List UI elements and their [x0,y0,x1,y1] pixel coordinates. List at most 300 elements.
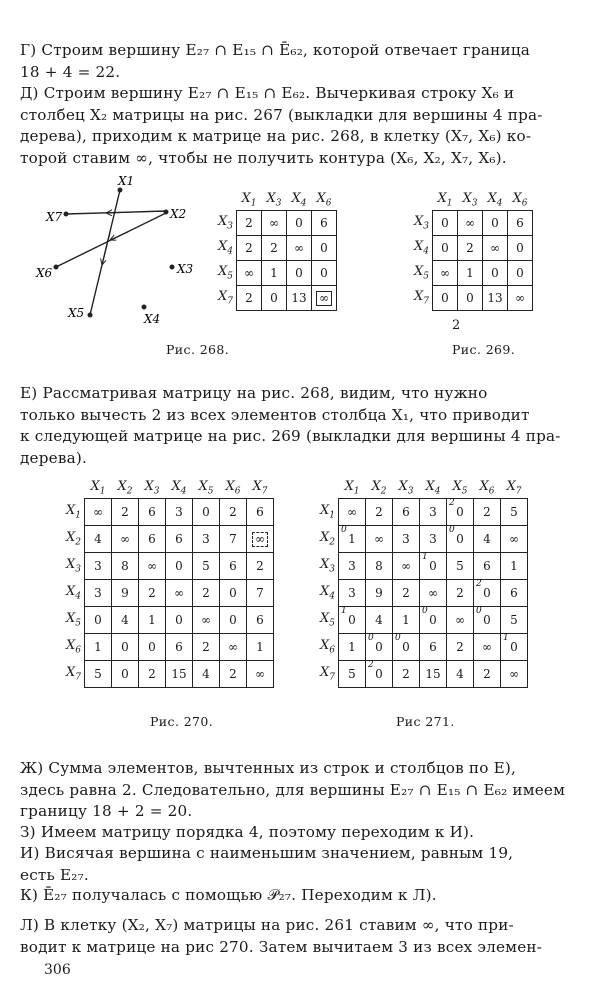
matrix-col-header: $X_1$ [90,479,106,497]
matrix-cell [474,553,501,580]
matrix-cell [339,526,366,553]
matrix-cell-value: 3 [429,505,437,519]
matrix-cell-value: ∞ [440,266,450,280]
matrix-cell-value: 2 [483,505,491,519]
matrix-row-header: $X_4$ [218,239,233,257]
zero-penalty-mark: 0 [395,633,401,643]
paragraph-d [20,83,592,169]
matrix-cell-value: 2 [202,586,210,600]
matrix-cell [474,634,501,661]
caption-271: Рис 271. [396,714,455,729]
matrix-cell-value: 0 [516,266,524,280]
matrix-row-header: $X_3$ [66,557,81,575]
edge-arrow [102,233,110,265]
matrix-cell-value: 0 [270,291,278,305]
zero-penalty-mark: 1 [503,633,509,643]
matrix-cell [85,580,112,607]
matrix-cell-value: 0 [295,216,303,230]
matrix-cell-value: 2 [148,667,156,681]
graph-node-x7 [64,212,69,217]
matrix-cell [220,553,247,580]
matrix-col-header: $X_3$ [144,479,160,497]
matrix-cell [501,553,528,580]
matrix-cell-value: ∞ [374,532,384,546]
matrix-cell [420,499,447,526]
matrix-cell [193,580,220,607]
matrix-cell [420,526,447,553]
matrix-cell [237,211,262,236]
matrix-cell-value: 3 [348,559,356,573]
matrix-cell [262,286,287,311]
text-line: к следующей матрице на рис. 269 (выкладки для вершины 4 пра- [20,427,561,445]
matrix-cell [393,526,420,553]
matrix-cell [447,661,474,688]
matrix-cell-value: 4 [121,613,129,627]
matrix-cell-value: 6 [429,640,437,654]
matrix-cell-value: 8 [375,559,383,573]
matrix-271 [320,478,528,688]
matrix-col-header: $X_2$ [117,479,133,497]
matrix-cell-value: 6 [483,559,491,573]
subtracted-value: 2 [452,318,461,333]
matrix-cell [393,607,420,634]
matrix-cell [220,499,247,526]
matrix-row-header: $X_4$ [414,239,429,257]
matrix-cell-value: ∞ [120,532,130,546]
zero-penalty-mark: 0 [476,606,482,616]
matrix-cell-value: 0 [121,667,129,681]
matrix-cell-value: 5 [348,667,356,681]
matrix-cell-value: ∞ [482,640,492,654]
matrix-col-header: $X_5$ [198,479,214,497]
matrix-cell [433,261,458,286]
matrix-cell-value: 1 [256,640,264,654]
matrix-cell [85,553,112,580]
matrix-cell [112,634,139,661]
matrix-row-header: $X_5$ [66,611,81,629]
matrix-cell [220,607,247,634]
graph-figure-268 [20,175,210,335]
matrix-cell [366,607,393,634]
graph-node-label: X2 [170,207,187,221]
matrix-cell-value: 2 [483,667,491,681]
matrix-269 [414,190,533,311]
graph-node-label: X4 [144,312,161,326]
matrix-cell [85,634,112,661]
matrix-cell-value: ∞ [509,667,519,681]
matrix-cell [262,236,287,261]
matrix-cell [393,553,420,580]
matrix-cell [420,553,447,580]
matrix-cell [139,526,166,553]
matrix-cell [193,499,220,526]
matrix-cell-value: 6 [256,613,264,627]
matrix-cell [247,580,274,607]
matrix-cell-value: 2 [256,559,264,573]
matrix-cell [247,607,274,634]
matrix-row-header: $X_4$ [66,584,81,602]
matrix-row-header: $X_4$ [320,584,335,602]
matrix-cell-value: 0 [348,613,356,627]
matrix-row-header: $X_6$ [320,638,335,656]
paragraph-k [20,885,592,907]
matrix-cell [112,580,139,607]
matrix-cell-value: 0 [295,266,303,280]
matrix-cell [339,499,366,526]
graph-node-label: X5 [68,306,85,320]
matrix-cell-value: 0 [456,505,464,519]
matrix-cell [508,236,533,261]
matrix-cell [166,634,193,661]
matrix-cell [474,661,501,688]
matrix-cell-value: 6 [229,559,237,573]
matrix-cell-value: 0 [375,667,383,681]
graph-node-label: X3 [177,262,194,276]
matrix-col-header: $X_6$ [316,191,332,209]
matrix-cell [474,499,501,526]
matrix-cell [447,580,474,607]
matrix-cell [139,607,166,634]
matrix-cell [393,499,420,526]
matrix-cell-value: ∞ [428,586,438,600]
matrix-cell-value: 1 [270,266,278,280]
matrix-268 [218,190,337,311]
matrix-cell [447,634,474,661]
matrix-cell-value: ∞ [244,266,254,280]
matrix-cell [112,607,139,634]
matrix-cell-value: ∞ [316,291,332,306]
matrix-cell [85,526,112,553]
matrix-cell-value: 2 [245,216,253,230]
matrix-cell-value: 2 [456,640,464,654]
matrix-cell [483,211,508,236]
graph-node-label: X7 [46,210,63,224]
matrix-cell-value: 1 [348,532,356,546]
matrix-cell-value: 6 [510,586,518,600]
matrix-cell-value: ∞ [93,505,103,519]
matrix-cell [474,580,501,607]
matrix-cell-value: 8 [121,559,129,573]
matrix-corner [414,190,433,211]
matrix-cell [483,236,508,261]
matrix-cell [474,526,501,553]
matrix-cell-value: ∞ [465,216,475,230]
matrix-cell-value: 0 [175,613,183,627]
matrix-cell-value: 2 [245,291,253,305]
text-line: только вычесть 2 из всех элементов столбца X₁, что приводит [20,405,530,424]
caption-270: Рис. 270. [150,714,214,729]
matrix-cell-value: 0 [375,640,383,654]
matrix-col-header: $X_7$ [506,479,522,497]
zero-penalty-mark: 0 [422,606,428,616]
matrix-cell [85,607,112,634]
matrix-cell-value: 6 [148,532,156,546]
page-number: 306 [44,962,71,978]
matrix-cell-value: ∞ [269,216,279,230]
matrix-cell [458,286,483,311]
matrix-cell-value: 13 [487,291,503,305]
matrix-cell [247,661,274,688]
matrix-cell [420,661,447,688]
matrix-cell [447,553,474,580]
matrix-cell-value: 0 [491,216,499,230]
matrix-col-header: $X_1$ [437,191,453,209]
matrix-cell-value: 0 [229,613,237,627]
matrix-cell [420,634,447,661]
matrix-cell [474,607,501,634]
matrix-cell-value: 2 [402,667,410,681]
matrix-cell-value: 3 [202,532,210,546]
matrix-cell [193,553,220,580]
text-line: границу 18 + 2 = 20. [20,802,193,820]
matrix-cell [193,526,220,553]
matrix-cell [366,580,393,607]
matrix-cell [339,634,366,661]
text-line: Д) Строим вершину E₂₇ ∩ E₁₅ ∩ E₆₂. Вычеркивая строку X₆ и [20,84,515,102]
matrix-cell-value: 0 [320,241,328,255]
matrix-cell-value: 5 [94,667,102,681]
matrix-cell [112,526,139,553]
matrix-cell-value: 0 [483,613,491,627]
graph-node-label: X6 [36,266,53,280]
matrix-cell-value: ∞ [174,586,184,600]
matrix-cell-value: ∞ [347,505,357,519]
zero-penalty-mark: 0 [341,525,347,535]
matrix-cell [393,634,420,661]
matrix-cell [420,607,447,634]
paragraph-e [20,383,592,469]
matrix-cell-value: 2 [229,505,237,519]
zero-penalty-mark: 0 [368,633,374,643]
matrix-cell-value: ∞ [294,241,304,255]
matrix-cell-value: 0 [441,241,449,255]
matrix-cell-value: 6 [175,532,183,546]
zero-penalty-mark: 2 [476,579,482,589]
matrix-cell-value: 1 [348,640,356,654]
matrix-cell [247,526,274,553]
zero-penalty-mark: 1 [341,606,347,616]
matrix-cell [112,499,139,526]
matrix-cell [287,236,312,261]
matrix-cell [139,634,166,661]
graph-node-x2 [164,210,169,215]
matrix-cell [366,526,393,553]
matrix-col-header: $X_3$ [398,479,414,497]
text-line: Г) Строим вершину E₂₇ ∩ E₁₅ ∩ Ē₆₂, которой отвечает граница [20,41,531,59]
matrix-cell [312,286,337,311]
matrix-cell-value: 0 [429,613,437,627]
matrix-col-header: $X_4$ [291,191,307,209]
matrix-cell [220,661,247,688]
matrix-row-header: $X_1$ [320,503,335,521]
matrix-cell [447,607,474,634]
matrix-cell [220,526,247,553]
matrix-cell-value: 2 [375,505,383,519]
matrix-cell [366,553,393,580]
matrix-cell [193,607,220,634]
matrix-cell-value: 9 [375,586,383,600]
matrix-cell-value: ∞ [509,532,519,546]
matrix-cell-value: ∞ [490,241,500,255]
matrix-cell-value: ∞ [228,640,238,654]
matrix-cell [458,211,483,236]
matrix-cell [501,580,528,607]
matrix-cell [287,211,312,236]
matrix-cell-value: 4 [202,667,210,681]
matrix-cell [312,211,337,236]
matrix-cell [166,499,193,526]
matrix-cell-value: 3 [402,532,410,546]
matrix-cell [393,580,420,607]
matrix-col-header: $X_7$ [252,479,268,497]
zero-penalty-mark: 2 [368,660,374,670]
matrix-cell-value: 0 [466,291,474,305]
matrix-cell-value: 1 [510,559,518,573]
text-line: столбец X₂ матрицы на рис. 267 (выкладки для вершины 4 пра- [20,105,543,124]
text-line: Ж) Сумма элементов, вычтенных из строк и столбцов по Е), [20,759,517,777]
matrix-col-header: $X_6$ [512,191,528,209]
text-line: Л) В клетку (X₂, X₇) матрицы на рис. 261 ставим ∞, что при- [20,916,514,934]
matrix-cell [262,261,287,286]
matrix-cell-value: 0 [175,559,183,573]
matrix-cell-value: 6 [175,640,183,654]
matrix-cell [508,286,533,311]
matrix-cell-value: 0 [456,532,464,546]
edge-arrow [110,232,128,240]
matrix-col-header: $X_4$ [171,479,187,497]
matrix-cell [166,553,193,580]
matrix-col-header: $X_2$ [371,479,387,497]
matrix-cell [433,286,458,311]
text-line: Е) Рассматривая матрицу на рис. 268, видим, что нужно [20,384,488,402]
matrix-cell-value: 0 [94,613,102,627]
matrix-cell [420,580,447,607]
matrix-cell-value: ∞ [147,559,157,573]
matrix-row-header: $X_7$ [66,665,81,683]
matrix-row-header: $X_2$ [320,530,335,548]
matrix-corner [218,190,237,211]
matrix-cell-value: 13 [291,291,307,305]
matrix-cell [220,634,247,661]
matrix-cell-value: 4 [375,613,383,627]
matrix-cell-value: 1 [148,613,156,627]
matrix-cell-value: 9 [121,586,129,600]
matrix-cell [447,499,474,526]
matrix-cell-value: 0 [202,505,210,519]
matrix-cell-value: 2 [245,241,253,255]
matrix-col-header: $X_3$ [266,191,282,209]
matrix-cell [501,661,528,688]
matrix-cell-value: 0 [491,266,499,280]
text-line: водит к матрице на рис 270. Затем вычитаем 3 из всех элемен- [20,937,543,956]
matrix-cell [458,261,483,286]
matrix-cell [501,499,528,526]
matrix-cell-value: 2 [229,667,237,681]
matrix-cell-value: 2 [202,640,210,654]
paragraph-l [20,915,592,958]
matrix-cell [501,526,528,553]
matrix-cell-value: 1 [402,613,410,627]
matrix-cell-value: 6 [516,216,524,230]
matrix-cell-value: 7 [256,586,264,600]
matrix-row-header: $X_5$ [320,611,335,629]
zero-penalty-mark: 1 [422,552,428,562]
matrix-cell [433,236,458,261]
text-line: есть E₂₇. [20,865,89,884]
matrix-cell [166,580,193,607]
matrix-cell [85,661,112,688]
matrix-cell [287,286,312,311]
matrix-cell-value: ∞ [455,613,465,627]
matrix-cell [247,499,274,526]
matrix-cell [366,499,393,526]
zero-penalty-mark: 2 [449,498,455,508]
paragraph-zh [20,758,592,823]
text-line: 18 + 4 = 22. [20,62,121,81]
matrix-row-header: $X_3$ [218,214,233,232]
matrix-cell-value: 6 [148,505,156,519]
matrix-row-header: $X_5$ [218,264,233,282]
matrix-cell-value: 0 [121,640,129,654]
matrix-cell [393,661,420,688]
matrix-cell [366,634,393,661]
matrix-cell [447,526,474,553]
matrix-cell-value: 0 [148,640,156,654]
matrix-cell [112,661,139,688]
matrix-cell-value: 7 [229,532,237,546]
text-line: И) Висячая вершина с наименьшим значением, равным 19, [20,844,514,862]
matrix-cell [501,634,528,661]
matrix-cell [112,553,139,580]
matrix-cell [339,607,366,634]
matrix-cell [139,499,166,526]
matrix-cell-value: 2 [121,505,129,519]
text-line: торой ставим ∞, чтобы не получить контура (X₆, X₂, X₇, X₆). [20,148,507,167]
paragraph-z [20,822,592,844]
matrix-row-header: $X_1$ [66,503,81,521]
matrix-cell [458,236,483,261]
caption-268: Рис. 268. [166,342,230,357]
matrix-cell-value: ∞ [515,291,525,305]
graph-node-x1 [118,188,123,193]
matrix-row-header: $X_3$ [320,557,335,575]
matrix-cell [262,211,287,236]
matrix-cell-value: ∞ [255,667,265,681]
matrix-cell [508,211,533,236]
matrix-cell-value: ∞ [201,613,211,627]
matrix-cell-value: 6 [320,216,328,230]
matrix-col-header: $X_6$ [479,479,495,497]
graph-node-x4 [142,305,147,310]
matrix-cell-value: ∞ [401,559,411,573]
matrix-cell-value: 2 [270,241,278,255]
matrix-cell-value: 3 [94,559,102,573]
matrix-cell [433,211,458,236]
paragraph-g [20,40,592,83]
matrix-cell [139,661,166,688]
paragraph-i [20,843,592,886]
caption-269: Рис. 269. [452,342,516,357]
matrix-cell-value: 3 [94,586,102,600]
matrix-cell-value: 5 [510,613,518,627]
text-line: К) Ē₂₇ получалась с помощью 𝒫₂₇. Переходим к Л). [20,886,437,904]
matrix-col-header: $X_6$ [225,479,241,497]
matrix-row-header: $X_3$ [414,214,429,232]
matrix-cell [193,661,220,688]
matrix-col-header: $X_4$ [487,191,503,209]
matrix-cell-value: 0 [516,241,524,255]
matrix-cell-value: 2 [402,586,410,600]
